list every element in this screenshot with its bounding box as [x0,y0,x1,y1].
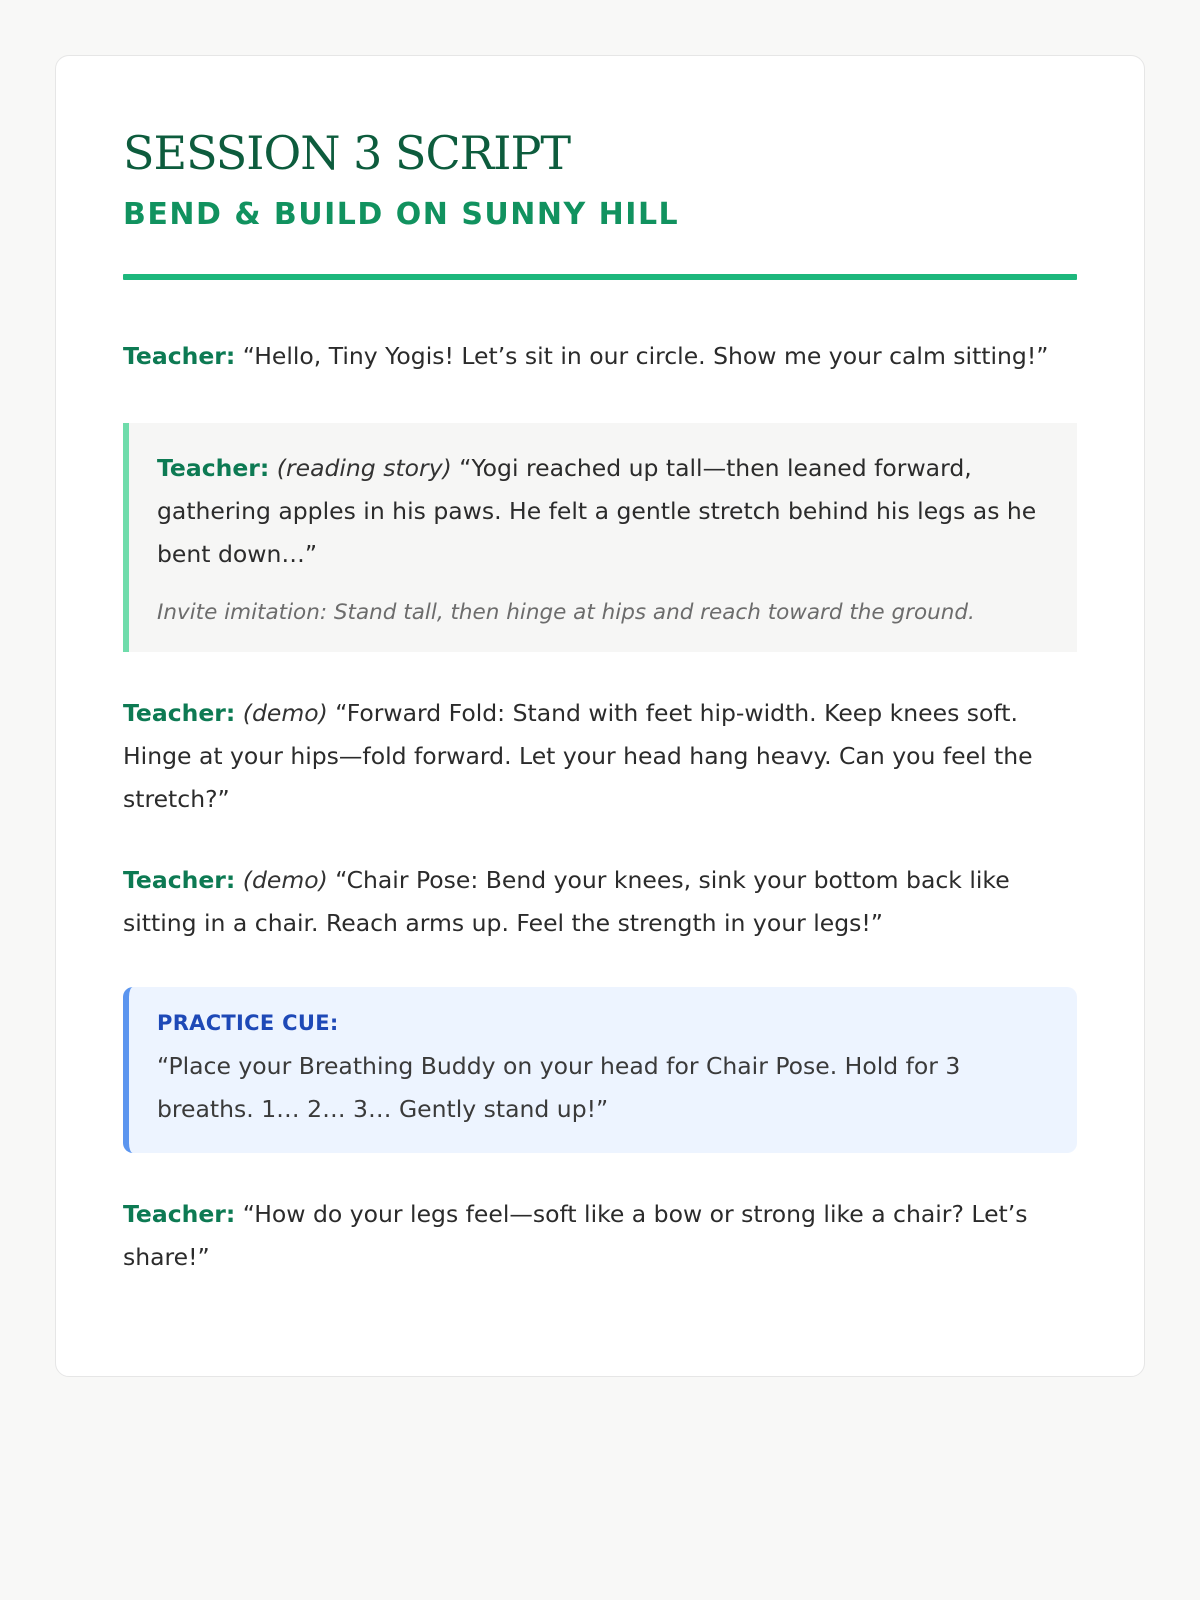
line-text: “Yogi reached up tall—then leaned forward, gathering apples in his paws. He felt a gentle stretch behind his legs as he bent down…” [157,454,1037,569]
divider [123,274,1077,280]
stage-direction: (reading story) [276,454,452,483]
speaker-label: Teacher: [123,699,236,728]
script-line-story [157,447,1047,576]
speaker-label: Teacher: [157,454,270,483]
speaker-label: Teacher: [123,1200,236,1229]
page-title: SESSION 3 SCRIPT [123,126,571,180]
script-line-chair-pose [123,859,1077,945]
stage-direction: (demo) [242,699,328,728]
story-block [123,423,1077,652]
script-line-share [123,1193,1077,1279]
practice-cue-label: PRACTICE CUE: [157,1011,339,1036]
line-text: “Hello, Tiny Yogis! Let’s sit in our circle. Show me your calm sitting!” [242,342,1049,371]
stage-direction: (demo) [242,866,328,895]
practice-cue-text: “Place your Breathing Buddy on your head for Chair Pose. Hold for 3 breaths. 1… 2… 3… Gently stand up!” [157,1052,961,1124]
line-text: “How do your legs feel—soft like a bow or strong like a chair? Let’s share!” [123,1200,1028,1272]
speaker-label: Teacher: [123,866,236,895]
page-subtitle: BEND & BUILD ON SUNNY HILL [123,197,680,233]
script-line-forward-fold [123,692,1077,821]
script-card [55,55,1145,1377]
line-text: “Chair Pose: Bend your knees, sink your bottom back like sitting in a chair. Reach arms up. Feel the strength in your legs!” [123,866,1010,938]
practice-cue-box [123,987,1077,1153]
script-line-greeting [123,335,1077,378]
line-text: “Forward Fold: Stand with feet hip-width. Keep knees soft. Hinge at your hips—fold forward. Let your head hang heavy. Can you feel the stretch?” [123,699,1033,814]
imitation-hint: Invite imitation: Stand tall, then hinge at hips and reach toward the ground. [157,600,975,626]
speaker-label: Teacher: [123,342,236,371]
